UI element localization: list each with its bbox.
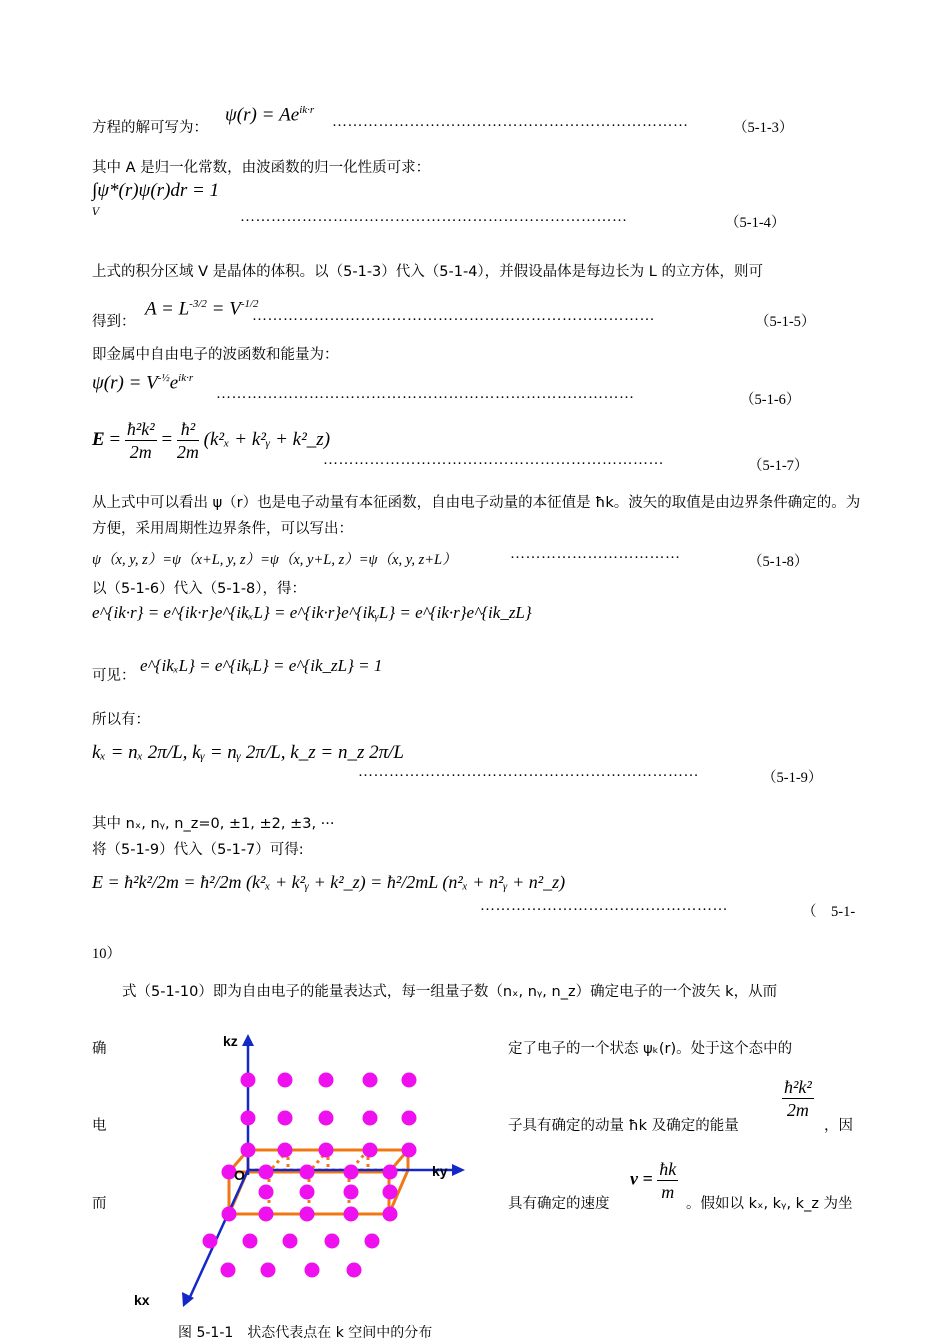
exponential-equation: e^{ik·r} = e^{ik·r}e^{ikₓL} = e^{ik·r}e^{ikᵧL} = e^{ik·r}e^{ik_zL} bbox=[92, 603, 532, 622]
state-point bbox=[300, 1165, 315, 1180]
equation-5-1-5: $A = L^{-3/2} = V^{-1/2}$ bbox=[145, 298, 259, 320]
eq-number: （5-1-4） bbox=[725, 215, 786, 231]
state-point bbox=[383, 1207, 398, 1222]
dot-leader: ………………………………………………………… bbox=[358, 764, 699, 780]
state-point bbox=[243, 1234, 258, 1249]
state-point bbox=[305, 1263, 320, 1278]
left-char-3: 而 bbox=[92, 1196, 107, 1212]
state-point bbox=[344, 1165, 359, 1180]
eq-number: （5-1-9） bbox=[762, 770, 823, 786]
right-tail-1: ，因 bbox=[824, 1118, 853, 1134]
eq-number: （5-1-7） bbox=[748, 458, 809, 474]
state-text: 定了电子的一个状态 ψₖ(r)。处于这个态中的 bbox=[508, 1041, 793, 1057]
state-point bbox=[241, 1143, 256, 1158]
velocity-text: 具有确定的速度 bbox=[508, 1196, 610, 1212]
state-point bbox=[347, 1263, 362, 1278]
state-point bbox=[259, 1207, 274, 1222]
state-point bbox=[222, 1207, 237, 1222]
k-space-figure bbox=[120, 1030, 480, 1315]
therefore-label: 所以有： bbox=[92, 712, 150, 728]
state-point bbox=[344, 1207, 359, 1222]
state-point bbox=[300, 1207, 315, 1222]
state-point bbox=[221, 1263, 236, 1278]
wavefunction-text: 即金属中自由电子的波函数和能量为： bbox=[92, 347, 339, 363]
state-point bbox=[241, 1111, 256, 1126]
equation-5-1-7: E = $\frac{\text{ħ²k²}}{2m}$ = $\frac{\text{ħ²}}{2m}$ (k²ₓ + k²ᵧ + k²_z) bbox=[92, 419, 331, 462]
eq-number: （5-1-5） bbox=[755, 314, 816, 330]
kx-axis bbox=[190, 1170, 248, 1297]
volume-text: 上式的积分区域 V 是晶体的体积。以（5-1-3）代入（5-1-4），并假设晶体是每边长为 L 的立方体，则可 bbox=[92, 264, 763, 280]
state-point bbox=[259, 1165, 274, 1180]
origin-label: O bbox=[234, 1167, 245, 1183]
figure-caption: 图 5-1-1 状态代表点在 k 空间中的分布 bbox=[178, 1325, 433, 1341]
state-point bbox=[319, 1143, 334, 1158]
left-char-2: 电 bbox=[92, 1118, 107, 1134]
state-point bbox=[365, 1234, 380, 1249]
state-point bbox=[383, 1185, 398, 1200]
dot-leader: …………………………… bbox=[510, 546, 681, 562]
state-point bbox=[363, 1143, 378, 1158]
unity-equation: e^{ikₓL} = e^{ikᵧL} = e^{ik_zL} = 1 bbox=[140, 656, 383, 675]
dot-leader: ………………………………………………………… bbox=[323, 452, 664, 468]
state-point bbox=[363, 1111, 378, 1126]
eq-number: （ 5-1- bbox=[802, 904, 856, 920]
dot-leader: ………………………………………… bbox=[480, 898, 728, 914]
state-point bbox=[402, 1143, 417, 1158]
state-point bbox=[402, 1111, 417, 1126]
state-point bbox=[402, 1073, 417, 1088]
lattice-box bbox=[229, 1150, 408, 1214]
equation-5-1-8: ψ（x, y, z）=ψ（x+L, y, z）=ψ（x, y+L, z）=ψ（x, y, z+L） bbox=[92, 552, 457, 568]
energy-substitution-text: 将（5-1-9）代入（5-1-7）可得: bbox=[92, 842, 304, 858]
equation-5-1-3: $\psi(r) = Ae^{ik\cdot r}$ bbox=[225, 104, 315, 126]
eq-number: （5-1-8） bbox=[748, 554, 809, 570]
dot-leader: …………………………………………………………… bbox=[332, 114, 689, 130]
state-point bbox=[300, 1185, 315, 1200]
eq-number-wrap: 10） bbox=[92, 946, 121, 962]
integral-domain: V bbox=[92, 207, 100, 218]
equation-5-1-9: kₓ = nₓ 2π/L, kᵧ = nᵧ 2π/L, k_z = n_z 2π/L bbox=[92, 742, 404, 763]
state-point bbox=[203, 1234, 218, 1249]
axis-label-kx: kx bbox=[134, 1292, 150, 1308]
energy-expression-paragraph: 式（5-1-10）即为自由电子的能量表达式，每一组量子数（nₓ, nᵧ, n_z）确定电子的一个波矢 k，从而 bbox=[122, 984, 778, 1000]
coordinate-text: 。假如以 kₓ, kᵧ, k_z 为坐 bbox=[686, 1196, 853, 1212]
left-char-1: 确 bbox=[92, 1041, 107, 1057]
state-point bbox=[283, 1234, 298, 1249]
result-label: 得到： bbox=[92, 314, 136, 330]
substitution-text: 以（5-1-6）代入（5-1-8），得： bbox=[92, 581, 307, 597]
dot-leader: ……………………………………………………………………… bbox=[216, 386, 635, 402]
dot-leader: …………………………………………………………………… bbox=[252, 308, 655, 324]
momentum-paragraph: 从上式中可以看出 ψ（r）也是电子动量有本征函数，自由电子动量的本征值是 ħk。波矢的取值是由边界条件确定的。为方便，采用周期性边界条件，可以写出： bbox=[92, 495, 861, 537]
quantum-number-range: 其中 nₓ, nᵧ, n_z=0, ±1, ±2, ±3, ··· bbox=[92, 816, 335, 832]
state-point bbox=[383, 1165, 398, 1180]
state-point bbox=[259, 1185, 274, 1200]
axis-label-kz: kz bbox=[223, 1033, 238, 1049]
energy-fraction: $\frac{\text{ħ²k²}}{2m}$ bbox=[784, 1077, 812, 1120]
momentum-energy-text: 子具有确定的动量 ħk 及确定的能量 bbox=[508, 1118, 739, 1134]
equation-5-1-6: $\psi(r) = V^{-\frac{1}{2}}e^{ik\cdot r}$ bbox=[92, 372, 194, 394]
state-point bbox=[278, 1111, 293, 1126]
normalization-text: 其中 A 是归一化常数，由波函数的归一化性质可求： bbox=[92, 160, 431, 176]
state-point bbox=[344, 1185, 359, 1200]
velocity-equation: v = $\frac{ħk}{m}$ bbox=[630, 1159, 677, 1202]
eq-number: （5-1-6） bbox=[740, 392, 801, 408]
eq-number: （5-1-3） bbox=[733, 120, 794, 136]
kz-arrowhead bbox=[242, 1034, 254, 1046]
ky-arrowhead bbox=[452, 1164, 465, 1176]
state-point bbox=[278, 1073, 293, 1088]
state-point bbox=[241, 1073, 256, 1088]
equation-5-1-10: E = ħ²k²/2m = ħ²/2m (k²ₓ + k²ᵧ + k²_z) = ħ²/2mL (n²ₓ + n²ᵧ + n²_z) bbox=[92, 872, 566, 892]
state-point bbox=[319, 1111, 334, 1126]
axis-label-ky: ky bbox=[432, 1163, 448, 1179]
state-point bbox=[278, 1143, 293, 1158]
state-point bbox=[363, 1073, 378, 1088]
dot-leader: ………………………………………………………………… bbox=[240, 209, 628, 225]
state-point bbox=[325, 1234, 340, 1249]
equation-5-1-4: ∫ψ*(r)ψ(r)dr = 1 bbox=[92, 180, 220, 201]
state-point bbox=[319, 1073, 334, 1088]
visible-label: 可见： bbox=[92, 668, 136, 684]
solution-label: 方程的解可写为： bbox=[92, 120, 208, 136]
state-point bbox=[261, 1263, 276, 1278]
